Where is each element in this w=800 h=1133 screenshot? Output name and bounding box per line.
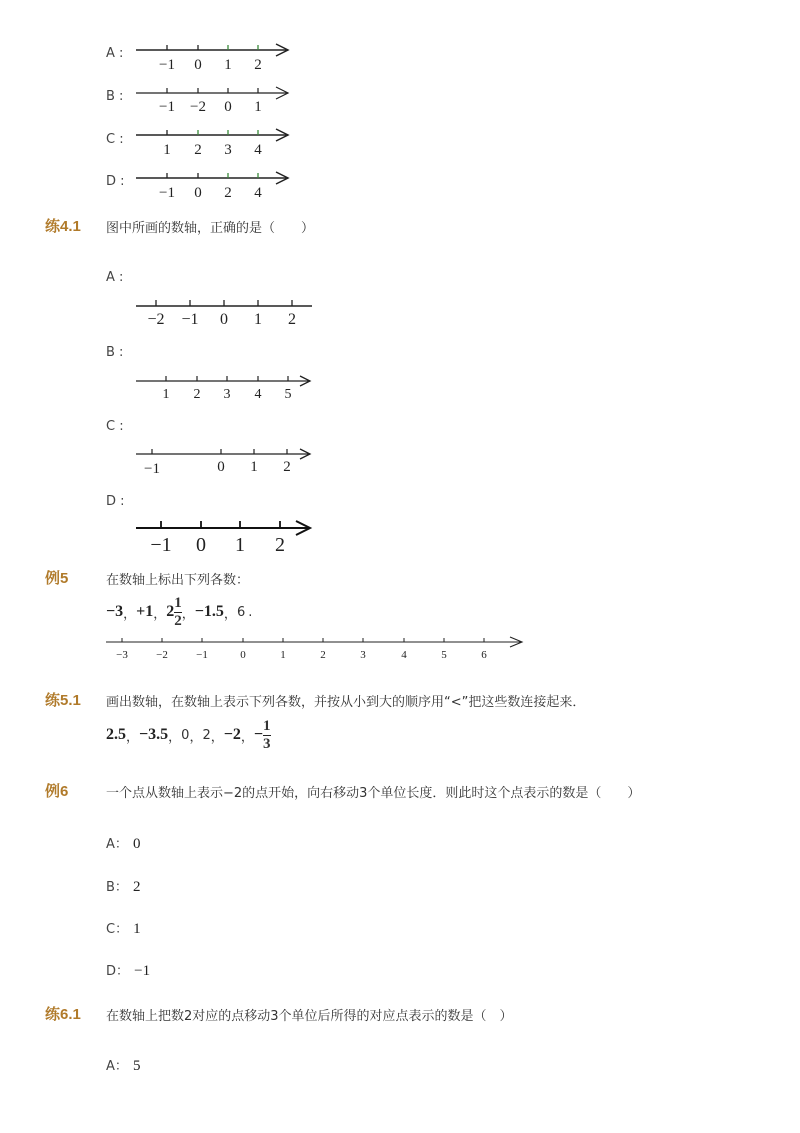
number: 6 bbox=[236, 604, 246, 620]
tick-label: −2 bbox=[147, 311, 165, 328]
option-label-b: B : bbox=[106, 89, 124, 104]
tick-label: 4 bbox=[254, 185, 262, 201]
tick-label: 1 bbox=[254, 99, 262, 115]
option-label-d: D : bbox=[106, 174, 125, 189]
tick-label: −1 bbox=[144, 461, 160, 477]
separator: ， bbox=[153, 606, 167, 622]
tick-label: 2 bbox=[288, 311, 296, 328]
tick-label: 0 bbox=[240, 649, 246, 661]
option-a[interactable] bbox=[106, 833, 141, 853]
tick-label: 3 bbox=[360, 649, 366, 661]
tick-label: 0 bbox=[224, 99, 232, 115]
separator: ， bbox=[223, 606, 237, 622]
exercise-tag: 练6.1 bbox=[45, 1006, 81, 1023]
tick-label: 1 bbox=[235, 534, 245, 556]
number-list bbox=[106, 713, 271, 757]
tick-label: 5 bbox=[441, 649, 447, 661]
number: 2.5 bbox=[106, 726, 126, 743]
number: 2 bbox=[202, 727, 211, 743]
tick-label: 2 bbox=[283, 459, 291, 475]
number-line-ex5 bbox=[104, 633, 528, 661]
tick-label: 5 bbox=[284, 387, 292, 402]
tick-label: 2 bbox=[193, 387, 201, 402]
tick-label: −2 bbox=[190, 99, 206, 115]
tick-label: 0 bbox=[196, 534, 206, 556]
fraction-denominator: 3 bbox=[263, 735, 271, 752]
number-line-d bbox=[130, 514, 320, 558]
separator: ， bbox=[168, 729, 182, 745]
number: +1 bbox=[136, 603, 154, 620]
tick-label: −2 bbox=[156, 649, 168, 661]
exercise-tag: 练4.1 bbox=[45, 218, 81, 235]
question-text: 画出数轴，在数轴上表示下列各数，并按从小到大的顺序用“<”把这些数连接起来． bbox=[106, 695, 586, 710]
question-text: 在数轴上把数2对应的点移动3个单位后所得的对应点表示的数是（ ） bbox=[106, 1009, 513, 1024]
tick-label: 1 bbox=[250, 459, 258, 475]
tick-label: 3 bbox=[223, 387, 231, 402]
tick-label: 0 bbox=[194, 185, 202, 201]
option-label: A： bbox=[106, 1059, 128, 1074]
separator: ， bbox=[123, 606, 137, 622]
fraction-numerator: 1 bbox=[174, 594, 182, 611]
tick-label: 1 bbox=[280, 649, 286, 661]
option-label-c: C : bbox=[106, 132, 124, 147]
option-d[interactable] bbox=[106, 960, 150, 980]
negative-sign: − bbox=[253, 726, 264, 743]
option-value: 5 bbox=[133, 1058, 141, 1074]
question-text: 在数轴上标出下列各数： bbox=[106, 573, 250, 588]
option-value: 1 bbox=[133, 921, 141, 937]
number-line-c bbox=[130, 443, 320, 479]
number-line-top-a bbox=[130, 38, 300, 78]
tick-label: 3 bbox=[224, 142, 232, 158]
option-value: 0 bbox=[133, 836, 141, 852]
separator: ， bbox=[210, 729, 224, 745]
tick-label: 6 bbox=[481, 649, 487, 661]
mixed-number-whole: 2 bbox=[166, 603, 175, 620]
tick-label: 1 bbox=[163, 142, 171, 158]
option-label-c: C : bbox=[106, 419, 124, 434]
tick-label: 4 bbox=[254, 387, 262, 402]
mixed-number-fraction bbox=[174, 596, 182, 629]
number-line-a bbox=[130, 295, 320, 333]
tick-label: 0 bbox=[194, 57, 202, 73]
tick-label: −3 bbox=[116, 649, 128, 661]
tick-label: 1 bbox=[162, 387, 170, 402]
period: . bbox=[248, 604, 253, 620]
option-label: D： bbox=[106, 964, 130, 979]
option-label: C： bbox=[106, 922, 129, 937]
tick-label: −1 bbox=[181, 311, 199, 328]
tick-label: 4 bbox=[401, 649, 407, 661]
number-line-b bbox=[130, 370, 320, 406]
option-value: −1 bbox=[134, 963, 151, 979]
tick-label: 4 bbox=[254, 142, 262, 158]
tick-label: 2 bbox=[275, 534, 285, 556]
tick-label: −1 bbox=[159, 99, 175, 115]
question-text: 一个点从数轴上表示−2的点开始，向右移动3个单位长度．则此时这个点表示的数是（ ） bbox=[106, 786, 641, 801]
tick-label: 1 bbox=[254, 311, 262, 328]
separator: ， bbox=[240, 729, 254, 745]
tick-label: 2 bbox=[224, 185, 232, 201]
tick-label: 0 bbox=[220, 311, 228, 328]
separator: ， bbox=[189, 729, 203, 745]
number: −2 bbox=[223, 726, 241, 743]
number: −3 bbox=[106, 603, 124, 620]
number: −3.5 bbox=[139, 726, 169, 743]
number-line-top-c bbox=[130, 123, 300, 163]
question-text: 图中所画的数轴，正确的是（ ） bbox=[106, 221, 315, 236]
tick-label: 2 bbox=[254, 57, 262, 73]
example-tag: 例6 bbox=[45, 783, 69, 800]
tick-label: 0 bbox=[217, 459, 225, 475]
number: 0 bbox=[181, 727, 190, 743]
tick-label: −1 bbox=[150, 534, 172, 556]
tick-label: −1 bbox=[159, 57, 175, 73]
number-line-top-b bbox=[130, 81, 300, 121]
fraction bbox=[263, 719, 271, 752]
option-a[interactable] bbox=[106, 1055, 141, 1075]
fraction-denominator: 2 bbox=[174, 612, 182, 629]
option-label: A： bbox=[106, 837, 128, 852]
option-label-a: A : bbox=[106, 46, 124, 61]
example-tag: 例5 bbox=[45, 570, 69, 587]
number-line-top-d bbox=[130, 166, 300, 206]
option-value: 2 bbox=[133, 879, 141, 895]
option-label: B： bbox=[106, 880, 128, 895]
tick-label: −1 bbox=[196, 649, 208, 661]
separator: ， bbox=[126, 729, 140, 745]
tick-label: −1 bbox=[159, 185, 175, 201]
number: −1.5 bbox=[194, 603, 224, 620]
option-label-d: D : bbox=[106, 494, 125, 509]
exercise-tag: 练5.1 bbox=[45, 692, 81, 709]
tick-label: 2 bbox=[320, 649, 326, 661]
separator: ， bbox=[181, 606, 195, 622]
fraction-numerator: 1 bbox=[263, 717, 271, 734]
option-c[interactable] bbox=[106, 918, 141, 938]
option-label-a: A : bbox=[106, 270, 124, 285]
option-label-b: B : bbox=[106, 345, 124, 360]
tick-label: 2 bbox=[194, 142, 202, 158]
option-b[interactable] bbox=[106, 876, 141, 896]
tick-label: 1 bbox=[224, 57, 232, 73]
number-list bbox=[106, 592, 252, 632]
